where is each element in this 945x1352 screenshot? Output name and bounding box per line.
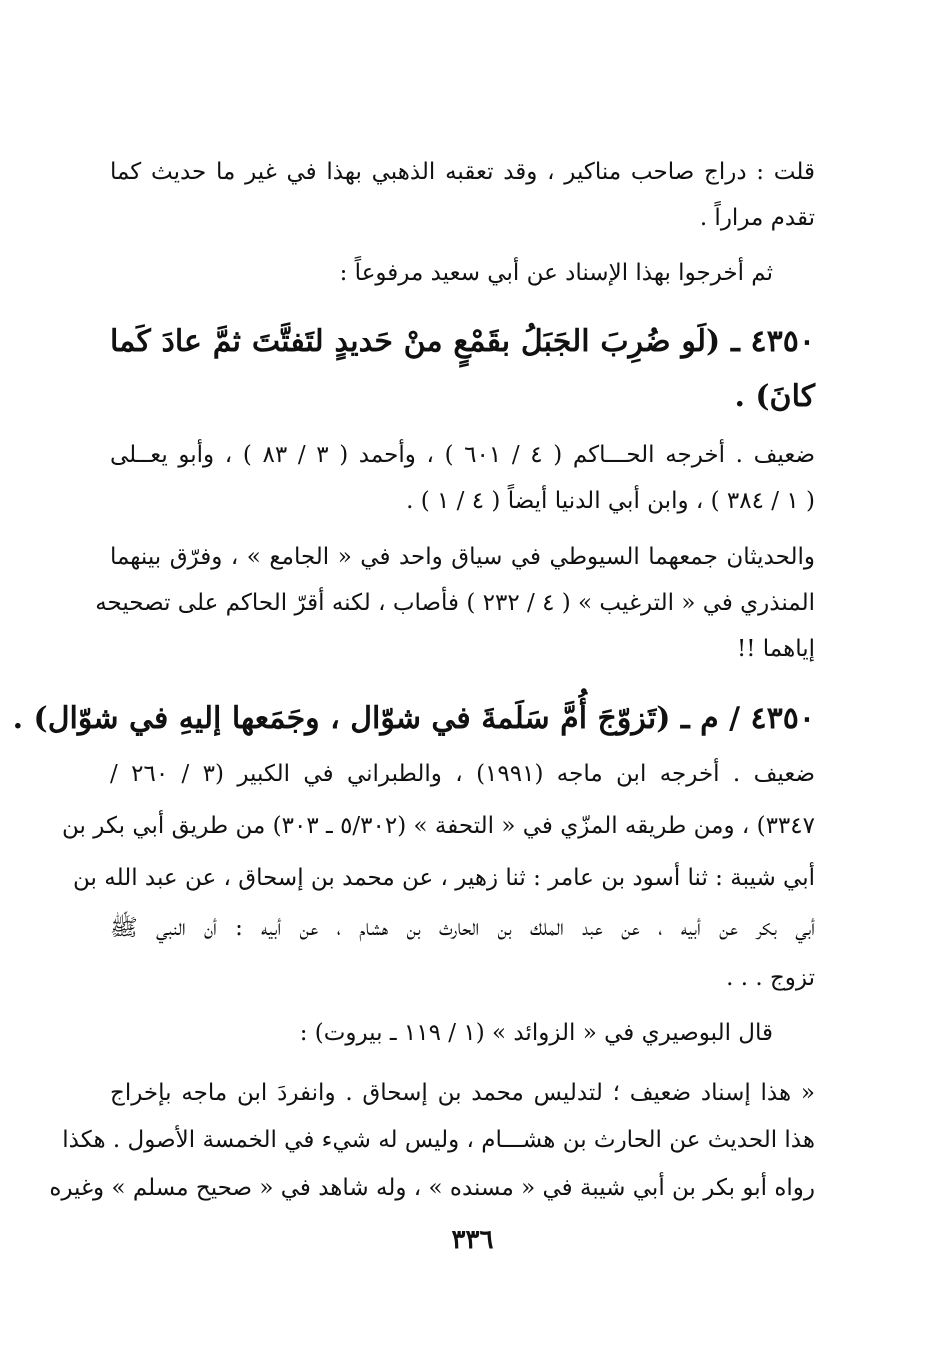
- page-number: ٣٣٦: [451, 1225, 494, 1255]
- text-line: أبي شيبة : ثنا أسود بن عامر : ثنا زهير ، عن محمد بن إسحاق ، عن عبد الله بن: [73, 865, 815, 891]
- text-line: أبي بكر عن أبيه ، عن عبد الملك بن الحارث بن هشام ، عن أبيه : أن النبي ﷺ: [110, 915, 815, 941]
- text-line: ( ١ / ٣٨٤ ) ، وابن أبي الدنيا أيضاً ( ٤ / ١ ) .: [406, 488, 815, 514]
- hadith-heading: ٤٣٥٠ ـ (لَو ضُرِبَ الجَبَلُ بقَمْعٍ منْ حَديدٍ لتَفتَّتَ ثمَّ عادَ كَما: [110, 324, 815, 359]
- text-line: المنذري في « الترغيب » ( ٤ / ٢٣٢ ) فأصاب ، لكنه أقرّ الحاكم على تصحيحه: [95, 590, 815, 616]
- text-line: ضعيف . أخرجه ابن ماجه (١٩٩١) ، والطبراني في الكبير (٣ / ٢٦٠ /: [110, 761, 815, 787]
- text-line: تقدم مراراً .: [699, 205, 815, 231]
- hadith-heading: ٤٣٥٠ / م ـ (تَزوّجَ أُمَّ سَلَمةَ في شوّال ، وجَمَعها إليهِ في شوّال) .: [12, 701, 815, 736]
- text-line: قلت : دراج صاحب مناكير ، وقد تعقبه الذهبي بهذا في غير ما حديث كما: [110, 159, 815, 185]
- text-line: ضعيف . أخرجه الحـــاكم ( ٤ / ٦٠١ ) ، وأحمد ( ٣ / ٨٣ ) ، وأبو يعــلى: [110, 442, 815, 468]
- text-line: هذا الحديث عن الحارث بن هشـــام ، وليس له شيء في الخمسة الأصول . هكذا: [62, 1127, 815, 1153]
- text-line: ثم أخرجوا بهذا الإسناد عن أبي سعيد مرفوعاً :: [339, 260, 773, 286]
- text-line: رواه أبو بكر بن أبي شيبة في « مسنده » ، وله شاهد في « صحيح مسلم » وغيره: [49, 1175, 815, 1201]
- text-line: تزوج . . .: [726, 965, 815, 991]
- text-line: إياهما !!: [736, 636, 815, 662]
- hadith-heading: كانَ) .: [734, 379, 815, 414]
- text-line: قال البوصيري في « الزوائد » (١ / ١١٩ ـ بيروت) :: [299, 1020, 773, 1046]
- text-line: ٣٣٤٧) ، ومن طريقه المزّي في « التحفة » (٥/٣٠٢ ـ ٣٠٣) من طريق أبي بكر بن: [62, 813, 815, 839]
- text-line: « هذا إسناد ضعيف ؛ لتدليس محمد بن إسحاق . وانفردَ ابن ماجه بإخراج: [110, 1080, 815, 1106]
- text-line: والحديثان جمعهما السيوطي في سياق واحد في « الجامع » ، وفرّق بينهما: [110, 544, 815, 570]
